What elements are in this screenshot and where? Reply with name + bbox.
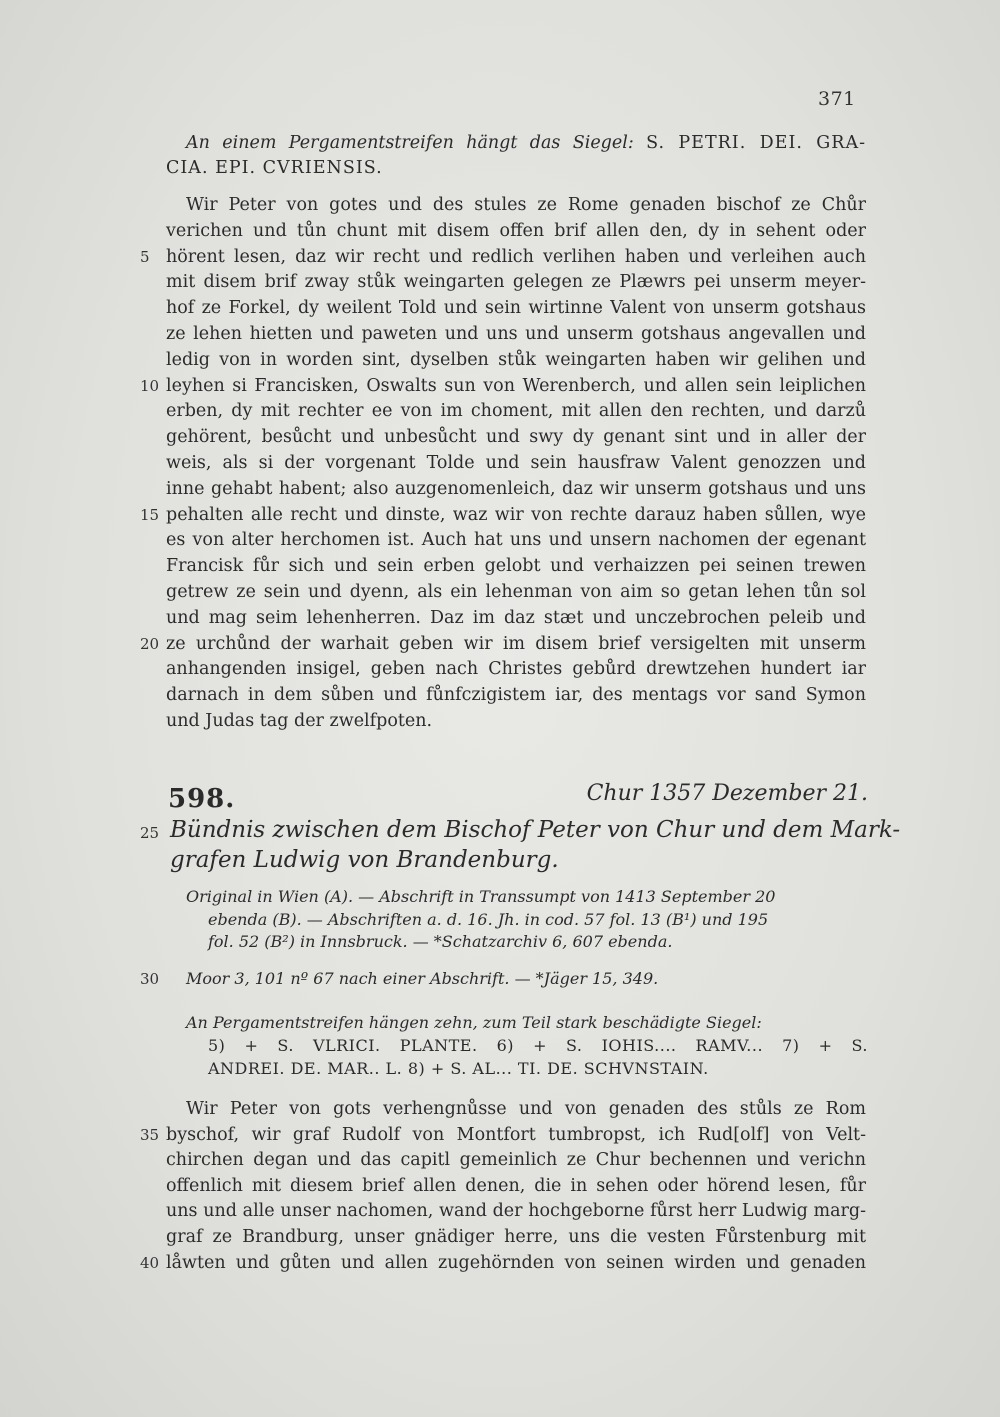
line-number: 30 <box>140 970 160 988</box>
seal-line: ANDREI. DE. MAR.. L. 8) + S. AL... TI. DE. SCHVNSTAIN. <box>208 1059 709 1078</box>
regest-heading-line-2: grafen Ludwig von Brandenburg. <box>170 847 559 873</box>
text-line: uns und alle unser nachomen, wand der hochgeborne fůrst herr Ludwig marg- <box>166 1201 866 1222</box>
text-line: darnach in dem sůben und fůnfczigistem iar, des mentags vor sand Symon <box>166 685 866 706</box>
seal-line: 5) + S. VLRICI. PLANTE. 6) + S. IOHIS.... RAMV... 7) + S. <box>208 1036 868 1055</box>
text-line: anhangenden insigel, geben nach Christes gebůrd drewtzehen hundert iar <box>166 659 866 680</box>
line-number: 5 <box>140 247 150 266</box>
line-number: 15 <box>140 505 160 524</box>
text-line: weis, als si der vorgenant Tolde und sein hausfraw Valent genozzen und <box>166 453 866 473</box>
line-number: 20 <box>140 634 160 653</box>
source-line: ebenda (B). — Abschriften a. d. 16. Jh. in cod. 57 fol. 13 (B¹) und 195 <box>208 909 769 929</box>
text-line: offenlich mit diesem brief allen denen, die in sehen oder hörend lesen, fůr <box>166 1175 866 1196</box>
text-line: Wir Peter von gotes und des stules ze Rome genaden bischof ze Chůr <box>186 195 866 215</box>
text-line: getrew ze sein und dyenn, als ein lehenman von aim so getan lehen tůn sol <box>166 582 866 602</box>
line-number: 25 <box>140 824 160 842</box>
text-line: leyhen si Francisken, Oswalts sun von Werenberch, und allen sein leiplichen <box>166 375 866 396</box>
document-number: 598. <box>168 784 236 814</box>
source-line: Original in Wien (A). — Abschrift in Transsumpt von 1413 September 20 <box>186 887 776 906</box>
line-number: 40 <box>140 1253 160 1272</box>
line-number: 10 <box>140 376 160 395</box>
text-line: graf ze Brandburg, unser gnädiger herre, uns die vesten Fůrstenburg mit <box>166 1227 866 1247</box>
text-line: byschof, wir graf Rudolf von Montfort tumbropst, ich Rud[olf] von Velt- <box>166 1124 866 1145</box>
source-line: fol. 52 (B²) in Innsbruck. — *Schatzarchiv 6, 607 ebenda. <box>208 932 673 951</box>
document-place-date: Chur 1357 Dezember 21. <box>586 781 868 806</box>
seal-intro-line-2: CIA. EPI. CVRIENSIS. <box>166 158 383 178</box>
regest-heading-line-1: Bündnis zwischen dem Bischof Peter von Chur und dem Mark- <box>170 817 901 843</box>
text-line: hörent lesen, daz wir recht und redlich verlihen haben und verleihen auch <box>166 246 866 267</box>
text-line: erben, dy mit rechter ee von im choment, mit allen den rechten, und darzů <box>166 401 866 422</box>
seal-intro-line-1 <box>186 132 866 154</box>
text-line: ledig von in worden sint, dyselben stůk weingarten haben wir gelihen und <box>166 349 866 370</box>
text-line: und mag seim lehenherren. Daz im daz stæt und unczebrochen peleib und <box>166 607 866 628</box>
text-line: es von alter herchomen ist. Auch hat uns und unsern nachomen der egenant <box>166 530 866 551</box>
text-line: gehörent, besůcht und unbesůcht und swy dy genant sint und in aller der <box>166 427 866 448</box>
text-line: Wir Peter von gots verhengnůsse und von genaden des stůls ze Rom <box>186 1099 866 1119</box>
text-line: pehalten alle recht und dinste, waz wir von rechte darauz haben sůllen, wye <box>166 504 866 525</box>
text-line: verichen und tůn chunt mit disem offen brif allen den, dy in sehent oder <box>166 220 866 241</box>
text-line: ze urchůnd der warhait geben wir im disem brief versigelten mit unserm <box>166 633 866 654</box>
text-line: inne gehabt habent; also auzgenomenleich, daz wir unserm gotshaus und uns <box>166 478 866 499</box>
text-line: und Judas tag der zwelfpoten. <box>166 711 433 731</box>
seal-intro-italic: An einem Pergamentstreifen hängt das Siegel: <box>186 133 634 153</box>
text-line: Francisk fůr sich und sein erben gelobt und verhaizzen pei seinen trewen <box>166 556 866 577</box>
text-line: mit disem brif zway stůk weingarten gelegen ze Plæwrs pei unserm meyer- <box>166 272 866 293</box>
seal-line: An Pergamentstreifen hängen zehn, zum Teil stark beschädigte Siegel: <box>186 1013 762 1032</box>
text-line: hof ze Forkel, dy weilent Told und sein wirtinne Valent von unserm gotshaus <box>166 298 866 319</box>
seal-inscription: S. PETRI. DEI. GRA- <box>646 133 866 153</box>
text-line: ze lehen hietten und paweten und uns und unserm gotshaus angevallen und <box>166 324 866 344</box>
page-number: 371 <box>818 88 856 110</box>
source-line: Moor 3, 101 nº 67 nach einer Abschrift. — *Jäger 15, 349. <box>186 969 659 988</box>
text-line: låwten und gůten und allen zugehörnden von seinen wirden und genaden <box>166 1252 866 1273</box>
text-line: chirchen degan und das capitl gemeinlich ze Chur bechennen und verichn <box>166 1150 866 1171</box>
line-number: 35 <box>140 1125 160 1144</box>
